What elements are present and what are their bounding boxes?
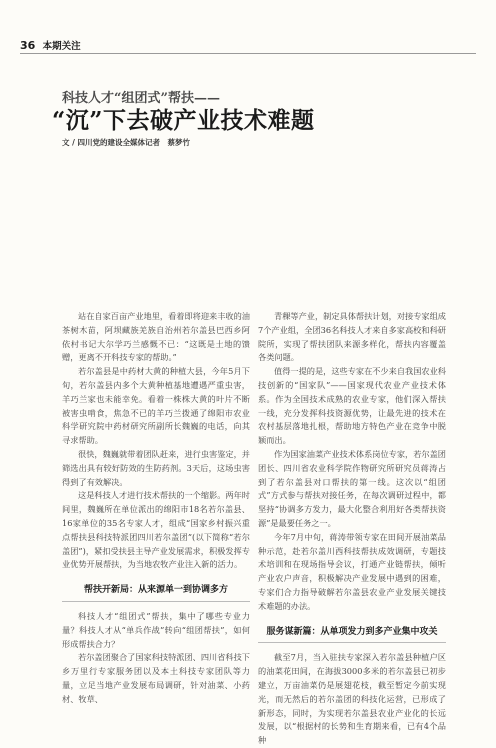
article-byline: 文 / 四川党的建设全媒体记者 蔡梦竹 (62, 138, 190, 147)
paragraph: 很快，魏巍就带着团队赶来，进行虫害鉴定，并筛选出具有较好防效的生防药剂。3天后，这场虫害得到了有效解决。 (62, 448, 250, 487)
left-column (62, 310, 250, 707)
paragraph: 若尔盖县是中药材大黄的种植大县，今年5月下旬，若尔盖县内多个大黄种植基地遭遇严重虫害，羊巧兰家也未能幸免。看着一株株大黄的叶片不断被害虫啃食，焦急不已的羊巧兰拨通了绵阳市农业科学研究院中药材研究所副所长魏巍的电话，向其寻求帮助。 (62, 366, 250, 446)
header-divider (20, 53, 476, 54)
section-subhead: 服务谋新篇：从单项发力到多产业集中攻关 (258, 626, 446, 644)
right-column (258, 310, 446, 748)
paragraph: 科技人才“组团式”帮扶，集中了哪些专业力量？科技人才从“单兵作战”转向“组团帮扶”，如何形成帮扶合力？ (62, 610, 250, 649)
paragraph: 作为国家油菜产业技术体系岗位专家，若尔盖团团长、四川省农业科学院作物研究所研究员蒋涛占到了若尔盖县对口帮扶的第一线。这次以“组团式”方式参与帮扶对接任务，在每次调研过程中，都坚持“协调多方发力，最大化整合利用好各类帮扶资源”是最要任务之一。 (258, 448, 446, 528)
paragraph: 截至7月，当入驻扶专家深入若尔盖县种植户区的油菜花田间，在海拔3000多米的若尔盖县已初步建立，万亩油菜仍是展翅花枝，截至暂定今前实现光，而无然后的若尔盖团的科技化运营，已形成了新形态，同时，为实现若尔盖县农业产业化的长远发展，以“根据村的长势和生育期来看，已有4个品种 (258, 652, 446, 746)
section-subhead: 帮扶开新局：从来源单一到协调多方 (62, 584, 250, 602)
article-kicker: 科技人才“组团式”帮扶—— (62, 91, 220, 106)
paragraph: 今年7月中旬，蒋涛带领专家在田间开展油菜品种示范，赴若尔盖川西科技帮扶成效调研，专题技术培训和在现场指导会议，打通产业链帮扶，倾听产业农户声音，积极解决产业发展中遇到的困难，专家们合力指导破解若尔盖县农业产业发展关键技术难题的办法。 (258, 531, 446, 611)
paragraph: 青稞等产业，制定具体帮扶计划，对接专家组成7个产业组，全团36名科技人才来自多家高校和科研院所，实现了帮扶团队来源多样化，帮扶内容覆盖各类问题。 (258, 311, 446, 363)
page-header (20, 38, 81, 52)
paragraph: 这是科技人才进行技术帮扶的一个缩影。两年时间里，魏巍所在单位派出的绵阳市18名若尔盖县、16家单位的35名专家人才，组成“国家乡村振兴重点帮扶县科技特派团四川若尔盖团”(以下简称“若尔盖团”)，紧扣受扶县主导产业发展需求，积极发挥专业优势开展帮扶，为当地农牧产业注入新的活力。 (62, 490, 250, 570)
article-title: “沉”下去破产业技术难题 (52, 107, 315, 134)
paragraph: 站在自家百亩产业地里，看着即将迎来丰收的油茶树木苗，阿坝藏族羌族自治州若尔盖县巴西乡阿依村书记大尔学巧兰感慨不已：“这既是土地的馈赠，更离不开科技专家的帮助。” (62, 311, 250, 363)
section-name: 本期关注 (42, 41, 81, 52)
page-number: 36 (20, 39, 36, 52)
paragraph: 值得一提的是，这些专家在不少来自我国农业科技创新的“国家队”——国家现代农业产业技术体系。作为全国技术成熟的农业专家，他们深入帮扶一线，充分发挥科技资源优势，让最先进的技术在农村基层落地扎根，帮助地方特色产业在竞争中脱颖而出。 (258, 366, 446, 446)
paragraph: 若尔盖团聚合了国家科技特派团、四川省科技下乡万里行专家服务团以及本土科技专家团队等力量，立足当地产业发展布局调研，针对油菜、小药材、牧草、 (62, 652, 250, 704)
